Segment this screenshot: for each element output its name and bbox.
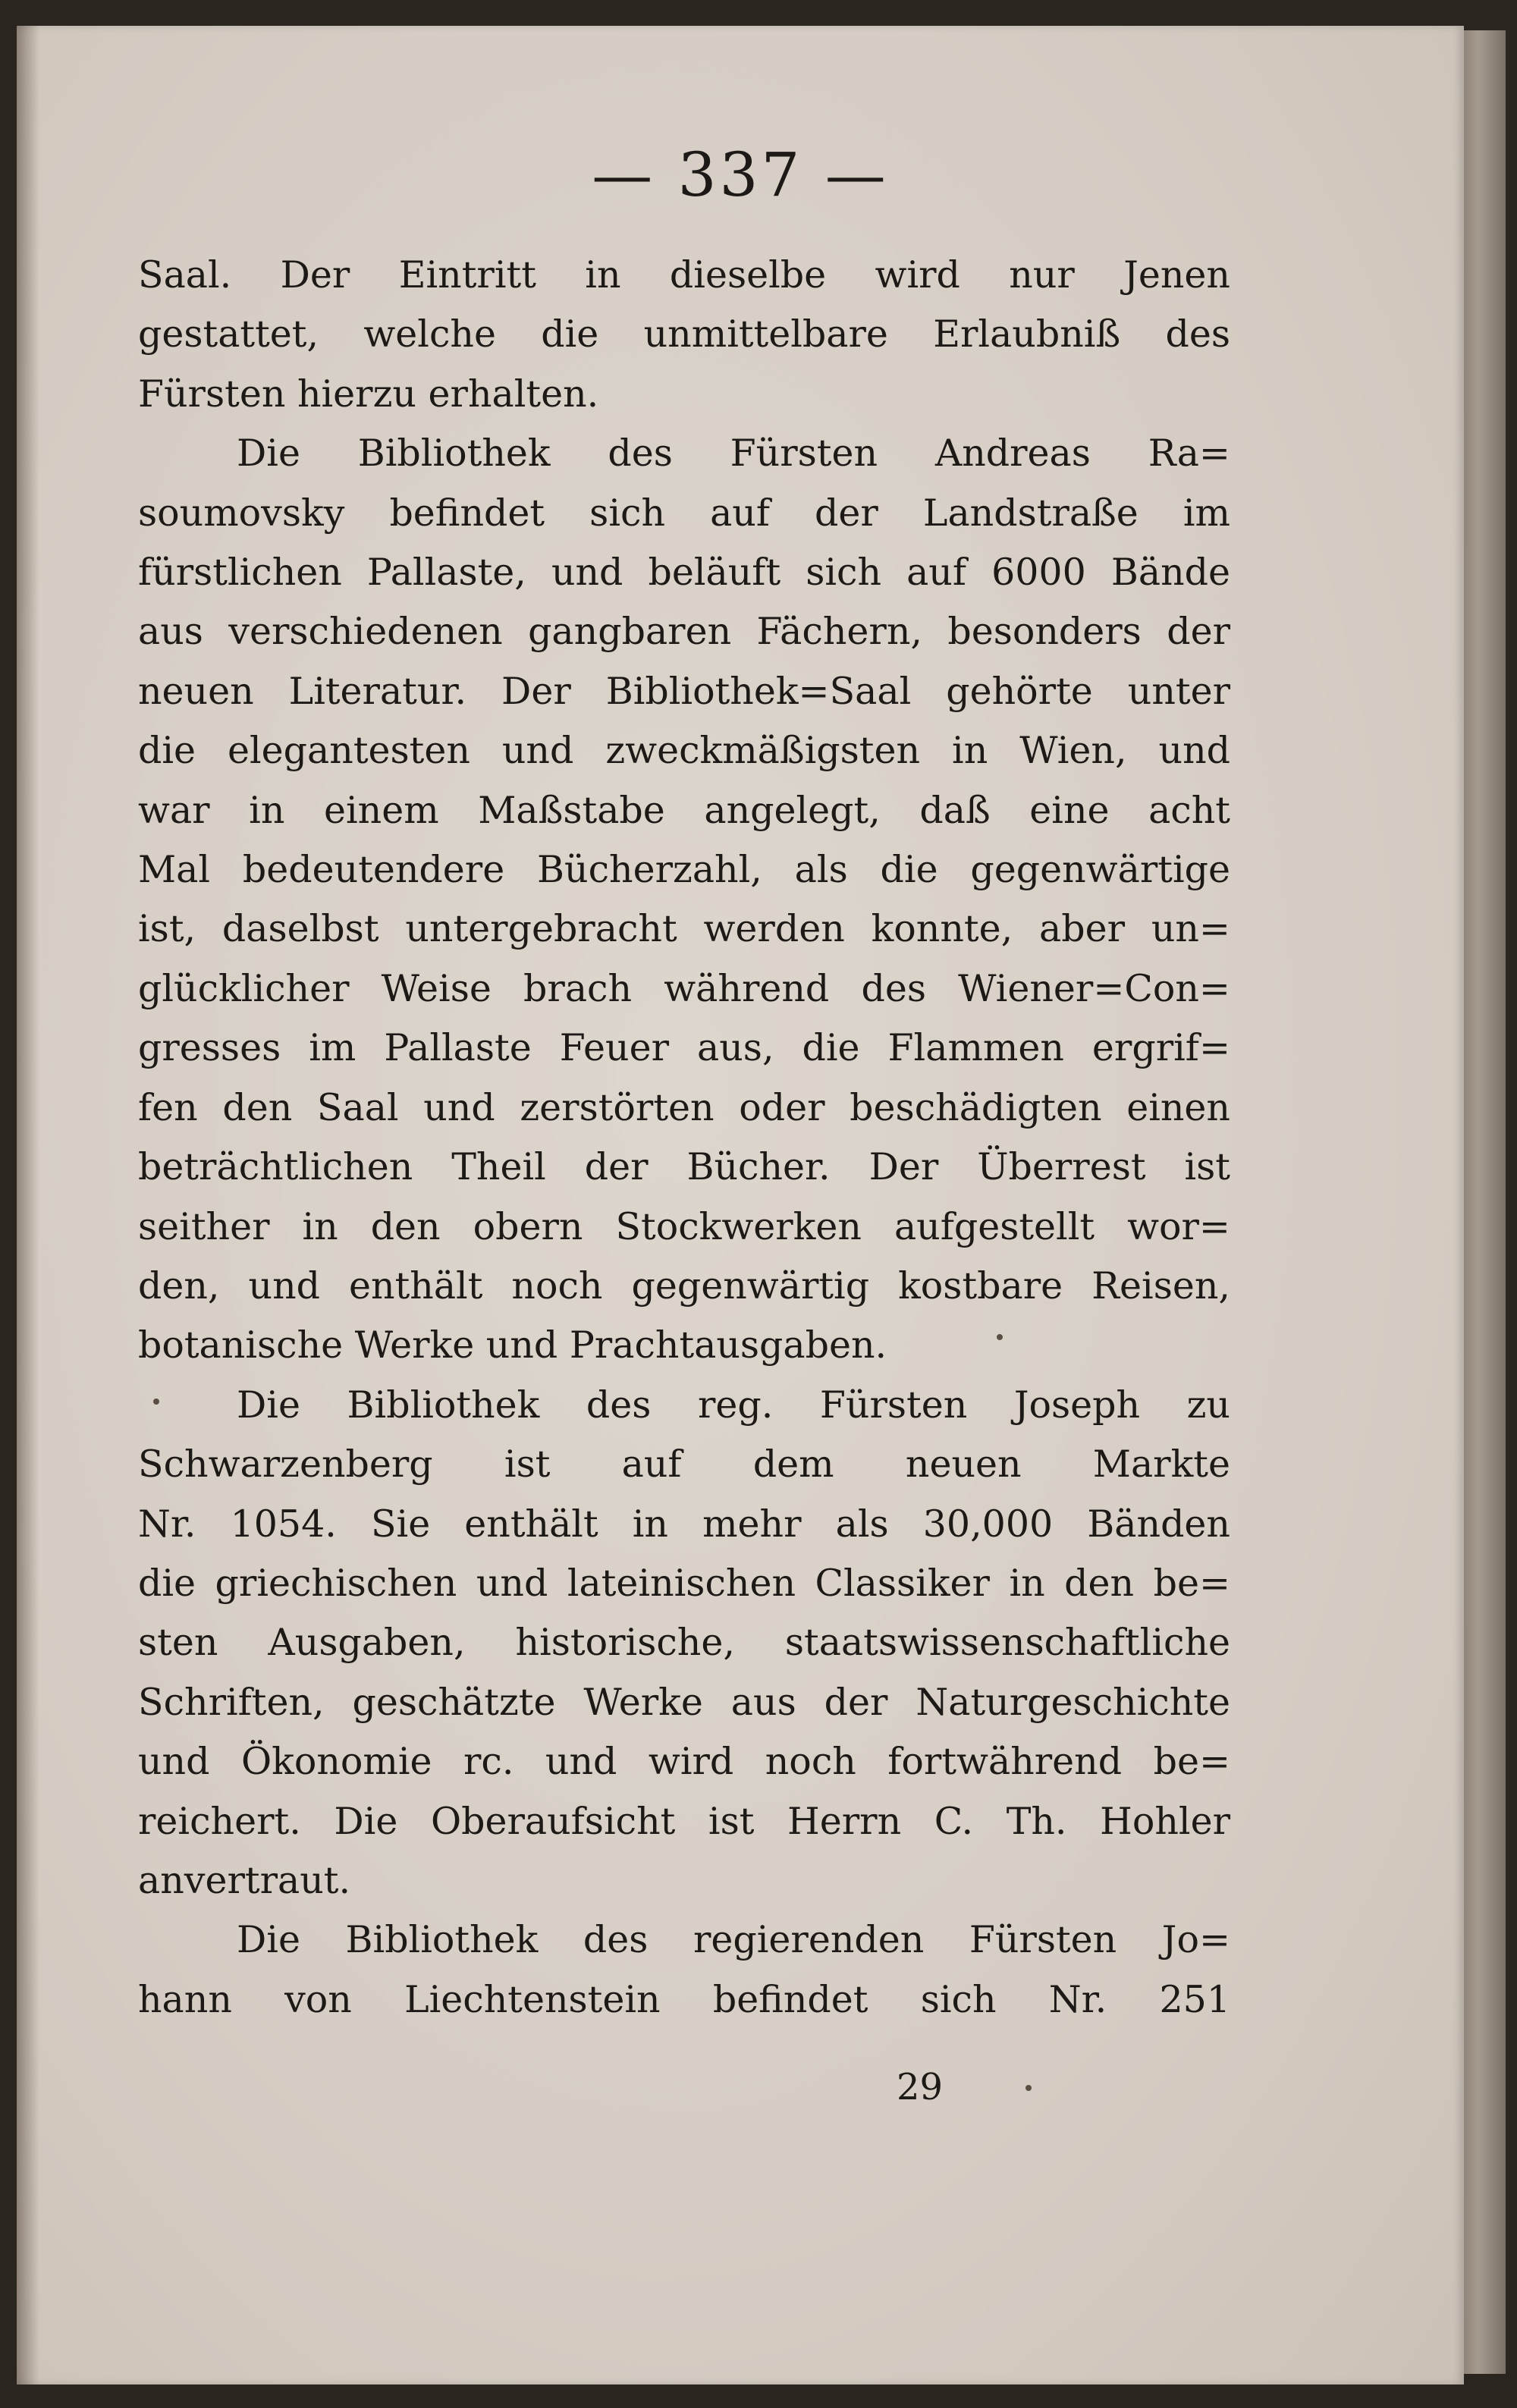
text-line: anvertraut.: [138, 1858, 351, 1902]
page-edge: [1460, 30, 1506, 2374]
text-line: glücklicher Weise brach während des Wiener=Con=: [138, 966, 1230, 1010]
text-line: Die Bibliothek des regierenden Fürsten Jo=: [237, 1918, 1230, 1962]
text-line: gresses im Pallaste Feuer aus, die Flammen ergrif=: [138, 1026, 1230, 1070]
page-number-header: — 337 —: [592, 140, 889, 210]
text-line: beträchtlichen Theil der Bücher. Der Überrest ist: [138, 1145, 1230, 1189]
signature-mark: 29: [897, 2066, 944, 2108]
text-line: Die Bibliothek des Fürsten Andreas Ra=: [237, 432, 1230, 476]
text-line: und Ökonomie rc. und wird noch fortwährend be=: [138, 1740, 1230, 1784]
text-line: sten Ausgaben, historische, staatswissenschaftliche: [138, 1621, 1230, 1665]
text-line: fen den Saal und zerstörten oder beschädigten einen: [138, 1085, 1230, 1129]
ink-speck: [997, 1334, 1003, 1340]
text-line: Die Bibliothek des reg. Fürsten Joseph zu: [237, 1383, 1230, 1427]
text-line: war in einem Maßstabe angelegt, daß eine acht: [138, 788, 1230, 832]
gutter-shadow: [17, 26, 39, 2384]
text-line: die elegantesten und zweckmäßigsten in Wien, und: [138, 729, 1230, 773]
text-line: den, und enthält noch gegenwärtig kostbare Reisen,: [138, 1264, 1230, 1308]
text-line: reichert. Die Oberaufsicht ist Herrn C. Th. Hohler: [138, 1799, 1230, 1843]
text-line: soumovsky befindet sich auf der Landstraße im: [138, 491, 1230, 535]
ink-speck: [1025, 2085, 1032, 2091]
text-line: Fürsten hierzu erhalten.: [138, 372, 599, 416]
text-line: aus verschiedenen gangbaren Fächern, besonders der: [138, 610, 1230, 654]
text-line: seither in den obern Stockwerken aufgestellt wor=: [138, 1204, 1230, 1248]
text-line: die griechischen und lateinischen Classiker in den be=: [138, 1561, 1230, 1605]
text-line: hann von Liechtenstein befindet sich Nr. 251: [138, 1977, 1230, 2021]
text-line: Mal bedeutendere Bücherzahl, als die gegenwärtige: [138, 848, 1230, 892]
body-text: [138, 246, 1230, 2030]
text-line: Schwarzenberg ist auf dem neuen Markte: [138, 1443, 1230, 1487]
ink-speck: [153, 1399, 159, 1405]
text-line: Saal. Der Eintritt in dieselbe wird nur Jenen: [138, 253, 1230, 297]
page-sheet: [17, 26, 1464, 2384]
text-line: gestattet, welche die unmittelbare Erlaubniß des: [138, 312, 1230, 356]
text-line: Schriften, geschätzte Werke aus der Naturgeschichte: [138, 1680, 1230, 1724]
text-line: fürstlichen Pallaste, und beläuft sich auf 6000 Bände: [138, 551, 1230, 595]
text-line: botanische Werke und Prachtausgaben.: [138, 1323, 887, 1367]
text-line: neuen Literatur. Der Bibliothek=Saal gehörte unter: [138, 669, 1230, 713]
text-line: Nr. 1054. Sie enthält in mehr als 30,000 Bänden: [138, 1502, 1230, 1546]
text-line: ist, daselbst untergebracht werden konnte, aber un=: [138, 907, 1230, 951]
